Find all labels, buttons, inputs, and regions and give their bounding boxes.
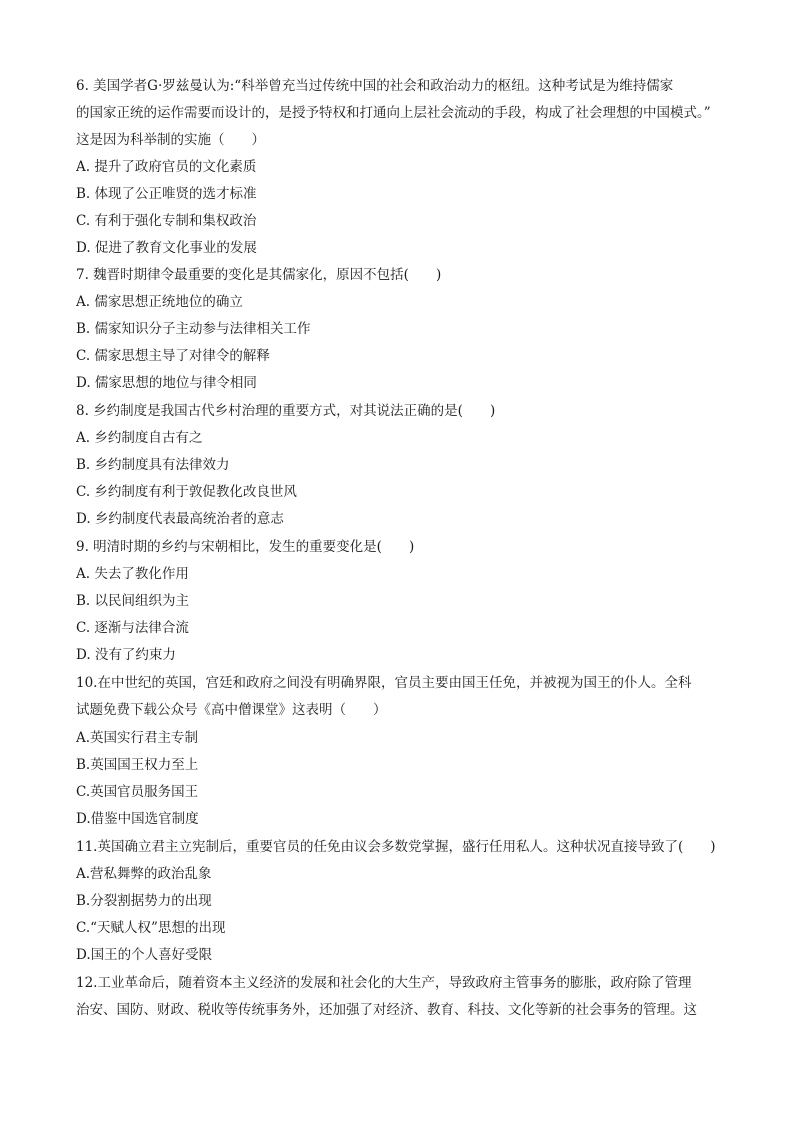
question-11-option-b: B.分裂割据势力的出现 — [76, 893, 212, 909]
question-11-option-d: D.国王的个人喜好受限 — [76, 947, 213, 963]
question-6-stem-line-3: 这是因为科举制的实施（ ） — [76, 132, 265, 148]
question-8-option-b: B. 乡约制度具有法律效力 — [76, 457, 230, 473]
question-11-option-a: A.营私舞弊的政治乱象 — [76, 866, 212, 882]
question-6-stem-line-2: 的国家正统的运作需要而设计的，是授予特权和打通向上层社会流动的手段，构成了社会理想的中国模式。” — [76, 105, 711, 121]
question-7-option-d: D. 儒家思想的地位与律令相同 — [76, 375, 257, 391]
question-10-option-b: B.英国国王权力至上 — [76, 757, 199, 773]
question-9-option-b: B. 以民间组织为主 — [76, 593, 190, 609]
question-9-option-d: D. 没有了约束力 — [76, 647, 176, 663]
question-10-option-a: A.英国实行君主专制 — [76, 730, 199, 746]
question-9-option-a: A. 失去了教化作用 — [76, 566, 189, 582]
question-10-option-d: D.借鉴中国选官制度 — [76, 811, 199, 827]
question-12-stem-line-2: 治安、国防、财政、税收等传统事务外，还加强了对经济、教育、科技、文化等新的社会事务的管理。这 — [76, 1002, 697, 1018]
question-12-stem-line-1: 12.工业革命后，随着资本主义经济的发展和社会化的大生产，导致政府主管事务的膨胀，政府除了管理 — [76, 975, 692, 991]
question-9-option-c: C. 逐渐与法律合流 — [76, 620, 189, 636]
question-10-stem-line-2: 试题免费下载公众号《高中僧课堂》这表明（ ） — [76, 702, 387, 718]
question-10-stem-line-1: 10.在中世纪的英国，宫廷和政府之间没有明确界限，官员主要由国王任免，并被视为国王的仆人。全科 — [76, 675, 692, 691]
question-8-stem: 8. 乡约制度是我国古代乡村治理的重要方式，对其说法正确的是( ) — [76, 403, 496, 419]
question-8-option-d: D. 乡约制度代表最高统治者的意志 — [76, 511, 284, 527]
question-6-stem-line-1: 6. 美国学者G·罗兹曼认为:“科举曾充当过传统中国的社会和政治动力的枢纽。这种考试是为维持儒家 — [76, 78, 674, 94]
question-6-option-c: C. 有利于强化专制和集权政治 — [76, 213, 257, 229]
question-7-option-c: C. 儒家思想主导了对律令的解释 — [76, 348, 270, 364]
question-10-option-c: C.英国官员服务国王 — [76, 784, 199, 800]
question-11-option-c: C.“天赋人权”思想的出现 — [76, 920, 226, 936]
question-11-stem: 11.英国确立君主立宪制后，重要官员的任免由议会多数党掌握，盛行任用私人。这种状况直接导致了( ) — [76, 839, 716, 855]
question-7-option-a: A. 儒家思想正统地位的确立 — [76, 294, 243, 310]
question-6-option-d: D. 促进了教育文化事业的发展 — [76, 240, 257, 256]
question-6-option-a: A. 提升了政府官员的文化素质 — [76, 159, 257, 175]
question-8-option-c: C. 乡约制度有利于敦促教化改良世风 — [76, 484, 297, 500]
question-7-stem: 7. 魏晋时期律令最重要的变化是其儒家化，原因不包括( ) — [76, 267, 442, 283]
question-9-stem: 9. 明清时期的乡约与宋朝相比，发生的重要变化是( ) — [76, 539, 415, 555]
question-8-option-a: A. 乡约制度自古有之 — [76, 430, 203, 446]
question-7-option-b: B. 儒家知识分子主动参与法律相关工作 — [76, 321, 311, 337]
question-6-option-b: B. 体现了公正唯贤的选才标准 — [76, 186, 257, 202]
